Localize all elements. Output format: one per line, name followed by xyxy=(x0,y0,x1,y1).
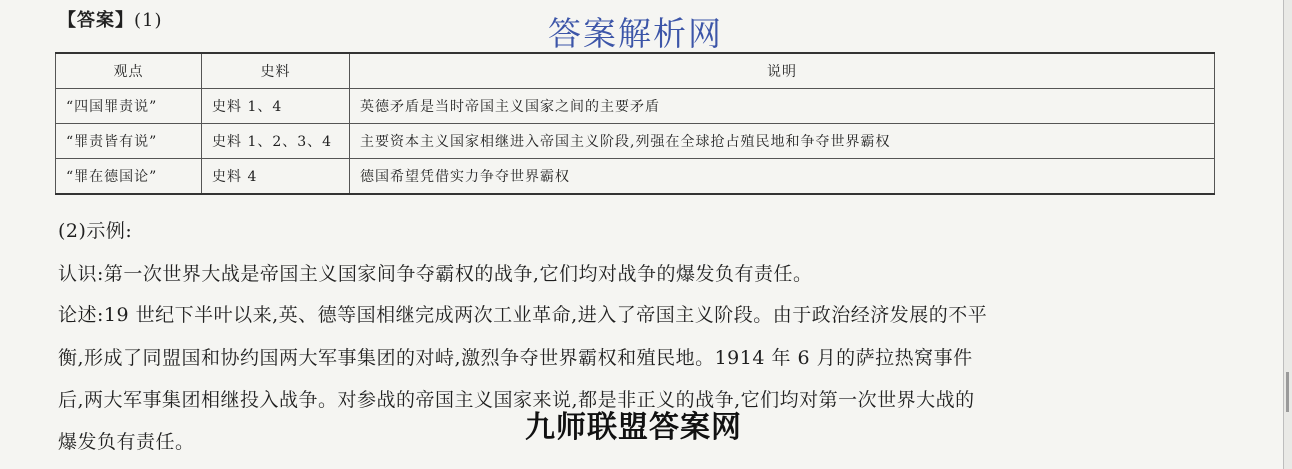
cell-viewpoint: “罪在德国论” xyxy=(56,159,202,195)
cell-explanation: 主要资本主义国家相继进入帝国主义阶段,列强在全球抢占殖民地和争夺世界霸权 xyxy=(350,124,1215,159)
understanding-text: 认识:第一次世界大战是帝国主义国家间争夺霸权的战争,它们均对战争的爆发负有责任。 xyxy=(58,263,813,285)
table-header-row xyxy=(56,53,1215,89)
header-sources: 史料 xyxy=(202,53,350,89)
argument-line: 论述:19 世纪下半叶以来,英、德等国相继完成两次工业革命,进入了帝国主义阶段。由于政治经济发展的不平 xyxy=(58,304,988,326)
cell-explanation: 英德矛盾是当时帝国主义国家之间的主要矛盾 xyxy=(350,89,1215,124)
cell-viewpoint: “罪责皆有说” xyxy=(56,124,202,159)
part2-label: (2)示例: xyxy=(58,220,133,242)
header-explanation: 说明 xyxy=(350,53,1215,89)
table-row xyxy=(56,124,1215,159)
top-watermark: 答案解析网 xyxy=(548,14,723,53)
part1-label: (1) xyxy=(134,10,163,31)
argument-line: 爆发负有责任。 xyxy=(58,431,195,453)
cell-explanation: 德国希望凭借实力争夺世界霸权 xyxy=(350,159,1215,195)
scroll-marker xyxy=(1286,372,1289,412)
answer-heading xyxy=(58,6,163,32)
cell-sources: 史料 4 xyxy=(202,159,350,195)
cell-sources: 史料 1、2、3、4 xyxy=(202,124,350,159)
argument-line: 衡,形成了同盟国和协约国两大军事集团的对峙,激烈争夺世界霸权和殖民地。1914 年 6 月的萨拉热窝事件 xyxy=(58,347,973,369)
header-viewpoint: 观点 xyxy=(56,53,202,89)
cell-sources: 史料 1、4 xyxy=(202,89,350,124)
answer-label: 【答案】 xyxy=(58,10,134,31)
cell-viewpoint: “四国罪责说” xyxy=(56,89,202,124)
table-row xyxy=(56,159,1215,195)
table-row xyxy=(56,89,1215,124)
argument-line: 后,两大军事集团相继投入战争。对参战的帝国主义国家来说,都是非正义的战争,它们均对第一次世界大战的 xyxy=(58,389,975,411)
answer-table xyxy=(55,52,1215,195)
bottom-watermark: 九师联盟答案网 xyxy=(525,410,742,445)
